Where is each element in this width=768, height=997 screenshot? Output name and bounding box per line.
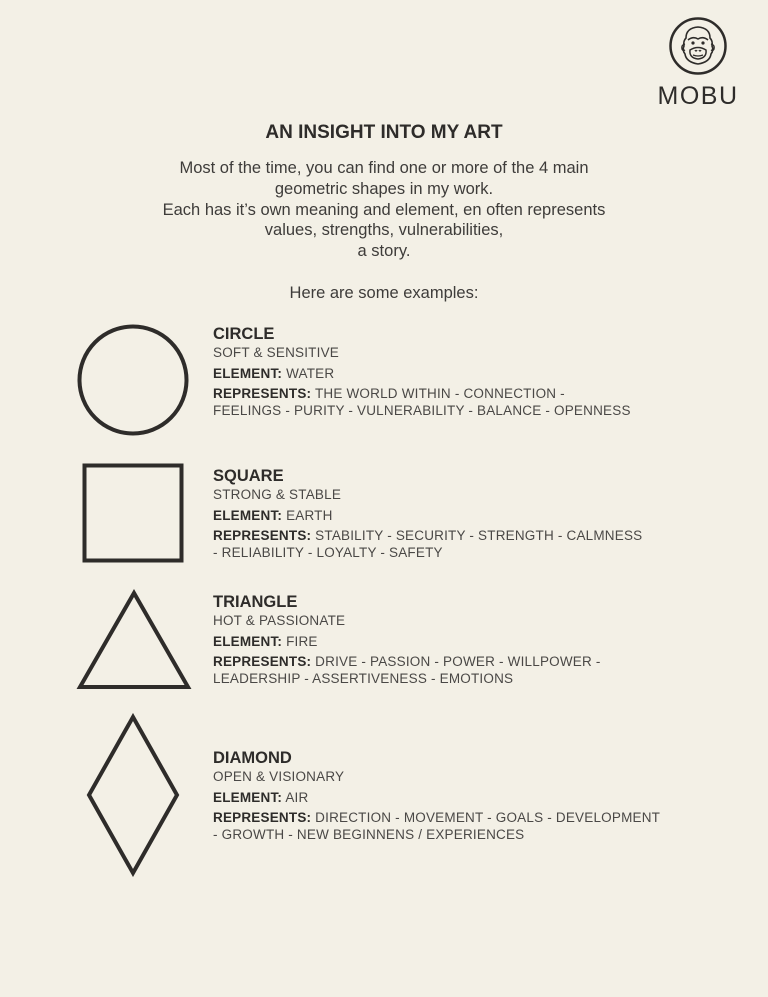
intro-line: Most of the time, you can find one or more of the 4 main <box>179 159 589 177</box>
represents-value-cont: FEELINGS - PURITY - VULNERABILITY - BALANCE - OPENNESS <box>213 403 631 418</box>
intro-line: values, strengths, vulnerabilities, <box>264 221 504 240</box>
element-label: ELEMENT: <box>213 789 283 805</box>
shape-element <box>213 789 713 806</box>
circle-icon <box>76 323 190 437</box>
represents-value: DIRECTION - MOVEMENT - GOALS - DEVELOPMENT <box>315 810 661 825</box>
shape-name: DIAMOND <box>213 749 292 767</box>
shape-name: CIRCLE <box>213 325 275 343</box>
represents-value: STABILITY - SECURITY - STRENGTH - CALMNESS <box>315 528 643 543</box>
represents-label: REPRESENTS: <box>213 654 312 669</box>
element-value: AIR <box>285 789 309 805</box>
intro-line: Each has it’s own meaning and element, en often represents <box>162 200 606 219</box>
shape-element <box>213 507 713 524</box>
brand-name: MOBU <box>657 82 739 110</box>
shape-entry-triangle <box>213 593 713 687</box>
shape-represents <box>213 809 713 843</box>
shape-name: SQUARE <box>213 467 284 485</box>
shape-represents <box>213 527 713 561</box>
element-label: ELEMENT: <box>213 507 283 523</box>
shape-tagline: SOFT & SENSITIVE <box>213 345 339 360</box>
shape-tagline: HOT & PASSIONATE <box>213 613 346 628</box>
represents-value-cont: - GROWTH - NEW BEGINNENS / EXPERIENCES <box>213 827 525 842</box>
intro-line: geometric shapes in my work. <box>274 179 494 198</box>
gorilla-face-icon <box>668 16 728 76</box>
brand-logo <box>648 16 748 111</box>
element-value: WATER <box>286 365 335 381</box>
shape-element <box>213 365 713 382</box>
represents-value: THE WORLD WITHIN - CONNECTION - <box>314 386 565 401</box>
element-label: ELEMENT: <box>213 633 283 649</box>
shape-entry-circle <box>213 325 713 419</box>
shape-entry-square <box>213 467 713 561</box>
shape-represents <box>213 385 713 419</box>
intro-line: a story. <box>357 242 411 261</box>
shape-name: TRIANGLE <box>213 593 298 611</box>
represents-label: REPRESENTS: <box>213 810 312 825</box>
triangle-icon <box>76 589 192 691</box>
represents-value-cont: LEADERSHIP - ASSERTIVENESS - EMOTIONS <box>213 671 514 686</box>
represents-label: REPRESENTS: <box>213 528 312 543</box>
shape-tagline: OPEN & VISIONARY <box>213 769 345 784</box>
shape-entry-diamond <box>213 749 713 843</box>
intro-paragraph <box>0 158 768 304</box>
element-value: EARTH <box>286 507 333 523</box>
square-icon <box>82 463 184 563</box>
shape-element <box>213 633 713 650</box>
shape-represents <box>213 653 713 687</box>
diamond-icon <box>85 713 181 877</box>
intro-spacer <box>0 262 768 283</box>
represents-label: REPRESENTS: <box>213 386 312 401</box>
represents-value-cont: - RELIABILITY - LOYALTY - SAFETY <box>213 545 443 560</box>
element-value: FIRE <box>286 633 318 649</box>
represents-value: DRIVE - PASSION - POWER - WILLPOWER - <box>315 654 601 669</box>
element-label: ELEMENT: <box>213 365 283 381</box>
page-title: AN INSIGHT INTO MY ART <box>265 122 503 143</box>
shape-tagline: STRONG & STABLE <box>213 487 342 502</box>
intro-examples-line: Here are some examples: <box>289 283 479 302</box>
